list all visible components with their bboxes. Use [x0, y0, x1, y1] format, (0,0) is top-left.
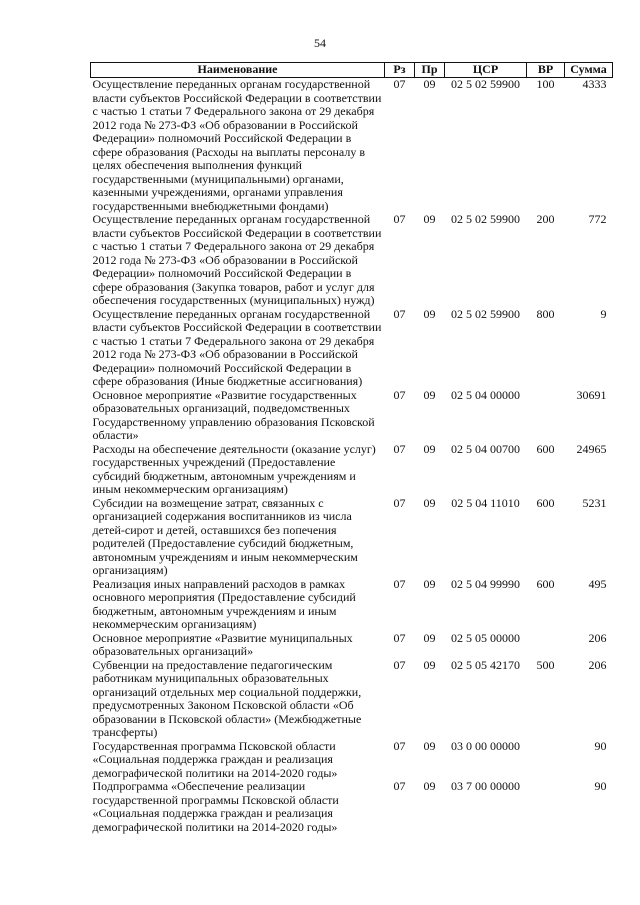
row-csr: 03 7 00 00000 — [451, 779, 520, 793]
table-header-row — [91, 63, 613, 78]
row-sum: 24965 — [576, 441, 607, 456]
row-pr: 09 — [423, 576, 436, 591]
row-name: Реализация иных направлений расходов в рамках основного мероприятия (Предоставление субсидий бюджетным, автономным учреждениям и иным некоммерческим организациям) — [92, 576, 356, 631]
row-rz: 07 — [393, 630, 406, 645]
row-name: Осуществление переданных органам государственной власти субъектов Российской Федерации в соответствии с частью 1 статьи 7 Федерального закона от 29 декабря 2012 года № 273-ФЗ «Об образовании в Российской Федерации» полномочий Российской Федерации в сфере образования (Расходы на выплаты персоналу в целях обеспечения выполнения функций государственными (муниципальными) органами, казенными учреждениями, органами управления государственными внебюджетными фондами) — [92, 77, 382, 213]
row-csr: 03 0 00 00000 — [451, 738, 520, 753]
row-rz: 07 — [393, 657, 406, 672]
row-pr: 09 — [423, 495, 436, 510]
row-csr: 02 5 04 00000 — [451, 387, 520, 402]
row-rz: 07 — [393, 779, 406, 793]
row-sum: 30691 — [576, 387, 607, 402]
row-csr: 02 5 02 59900 — [451, 77, 520, 91]
row-name: Осуществление переданных органам государственной власти субъектов Российской Федерации в соответствии с частью 1 статьи 7 Федерального закона от 29 декабря 2012 года № 273-ФЗ «Об образовании в Российской Федерации» полномочий Российской Федерации в сфере образования (Закупка товаров, работ и услуг для обеспечения государственных (муниципальных) нужд) — [92, 212, 382, 307]
row-sum: 9 — [600, 306, 607, 321]
budget-table — [90, 62, 613, 834]
row-csr: 02 5 04 11010 — [451, 495, 520, 510]
page-number: 54 — [314, 36, 326, 50]
row-vr: 500 — [536, 657, 555, 672]
row-vr: 600 — [536, 495, 555, 510]
header-rz: Рз — [385, 63, 415, 78]
table-body — [91, 78, 613, 835]
row-vr: 200 — [536, 212, 555, 226]
row-rz: 07 — [393, 495, 406, 510]
row-pr: 09 — [423, 630, 436, 645]
row-sum: 206 — [588, 630, 607, 645]
row-csr: 02 5 02 59900 — [451, 306, 520, 321]
table-row — [91, 389, 613, 443]
row-name: Основное мероприятие «Развитие муниципальных образовательных организаций» — [92, 630, 353, 658]
table-row — [91, 443, 613, 497]
row-name: Подпрограмма «Обеспечение реализации государственной программы Псковской области «Социальная поддержка граждан и реализация демографической политики на 2014-2020 годы» — [92, 779, 339, 834]
table-row — [91, 308, 613, 389]
row-name: Государственная программа Псковской области «Социальная поддержка граждан и реализация демографической политики на 2014-2020 годы» — [92, 738, 338, 780]
row-pr: 09 — [423, 387, 436, 402]
row-vr: 800 — [536, 306, 555, 321]
table-row — [91, 213, 613, 308]
header-name: Наименование — [91, 63, 385, 78]
row-name: Субвенции на предоставление педагогическим работникам муниципальных образовательных организаций отдельных мер социальной поддержки, предусмотренных Законом Псковской области «Об образовании в Псковской области» (Межбюджетные трансферты) — [92, 657, 362, 739]
row-vr: 600 — [536, 441, 555, 456]
row-csr: 02 5 04 00700 — [451, 441, 520, 456]
table-row — [91, 632, 613, 659]
row-rz: 07 — [393, 441, 406, 456]
row-csr: 02 5 05 42170 — [451, 657, 520, 672]
row-name: Основное мероприятие «Развитие государственных образовательных организаций, подведомственных Государственному управлению образования Псковской области» — [92, 387, 375, 442]
row-vr — [527, 632, 565, 659]
table-row — [91, 740, 613, 781]
row-vr: 600 — [536, 576, 555, 591]
header-sum: Сумма — [565, 63, 613, 78]
row-csr: 02 5 05 00000 — [451, 630, 520, 645]
row-name: Субсидии на возмещение затрат, связанных с организацией содержания воспитанников из числа детей-сирот и детей, оставшихся без попечения родителей (Предоставление субсидий бюджетным, автономным учреждениям и иным некоммерческим организациям) — [92, 495, 358, 577]
row-rz: 07 — [393, 576, 406, 591]
row-pr: 09 — [423, 441, 436, 456]
row-vr — [527, 780, 565, 834]
row-pr: 09 — [423, 306, 436, 321]
table-row — [91, 659, 613, 740]
row-vr: 100 — [536, 77, 555, 91]
row-name: Расходы на обеспечение деятельности (оказание услуг) государственных учреждений (Предоставление субсидий бюджетным, автономным учреждениям и иным некоммерческим организациям) — [92, 441, 376, 496]
row-pr: 09 — [423, 779, 436, 793]
row-name: Осуществление переданных органам государственной власти субъектов Российской Федерации в соответствии с частью 1 статьи 7 Федерального закона от 29 декабря 2012 года № 273-ФЗ «Об образовании в Российской Федерации» полномочий Российской Федерации в сфере образования (Иные бюджетные ассигнования) — [92, 306, 382, 388]
row-pr: 09 — [423, 657, 436, 672]
row-csr: 02 5 02 59900 — [451, 212, 520, 226]
header-csr: ЦСР — [445, 63, 527, 78]
table-row — [91, 78, 613, 214]
row-sum: 4333 — [582, 77, 607, 91]
table-row — [91, 578, 613, 632]
row-rz: 07 — [393, 212, 406, 226]
row-pr: 09 — [423, 738, 436, 753]
row-sum: 495 — [588, 576, 607, 591]
row-rz: 07 — [393, 738, 406, 753]
row-rz: 07 — [393, 387, 406, 402]
row-sum: 206 — [588, 657, 607, 672]
row-rz: 07 — [393, 77, 406, 91]
row-csr: 02 5 04 99990 — [451, 576, 520, 591]
row-sum: 772 — [588, 212, 607, 226]
table-row — [91, 780, 613, 834]
row-sum: 5231 — [582, 495, 607, 510]
table-row — [91, 497, 613, 578]
header-vr: ВР — [527, 63, 565, 78]
row-sum: 90 — [594, 779, 607, 793]
row-sum: 90 — [594, 738, 607, 753]
row-vr — [527, 740, 565, 781]
row-pr: 09 — [423, 77, 436, 91]
row-rz: 07 — [393, 306, 406, 321]
header-pr: Пр — [415, 63, 445, 78]
row-vr — [527, 389, 565, 443]
row-pr: 09 — [423, 212, 436, 226]
